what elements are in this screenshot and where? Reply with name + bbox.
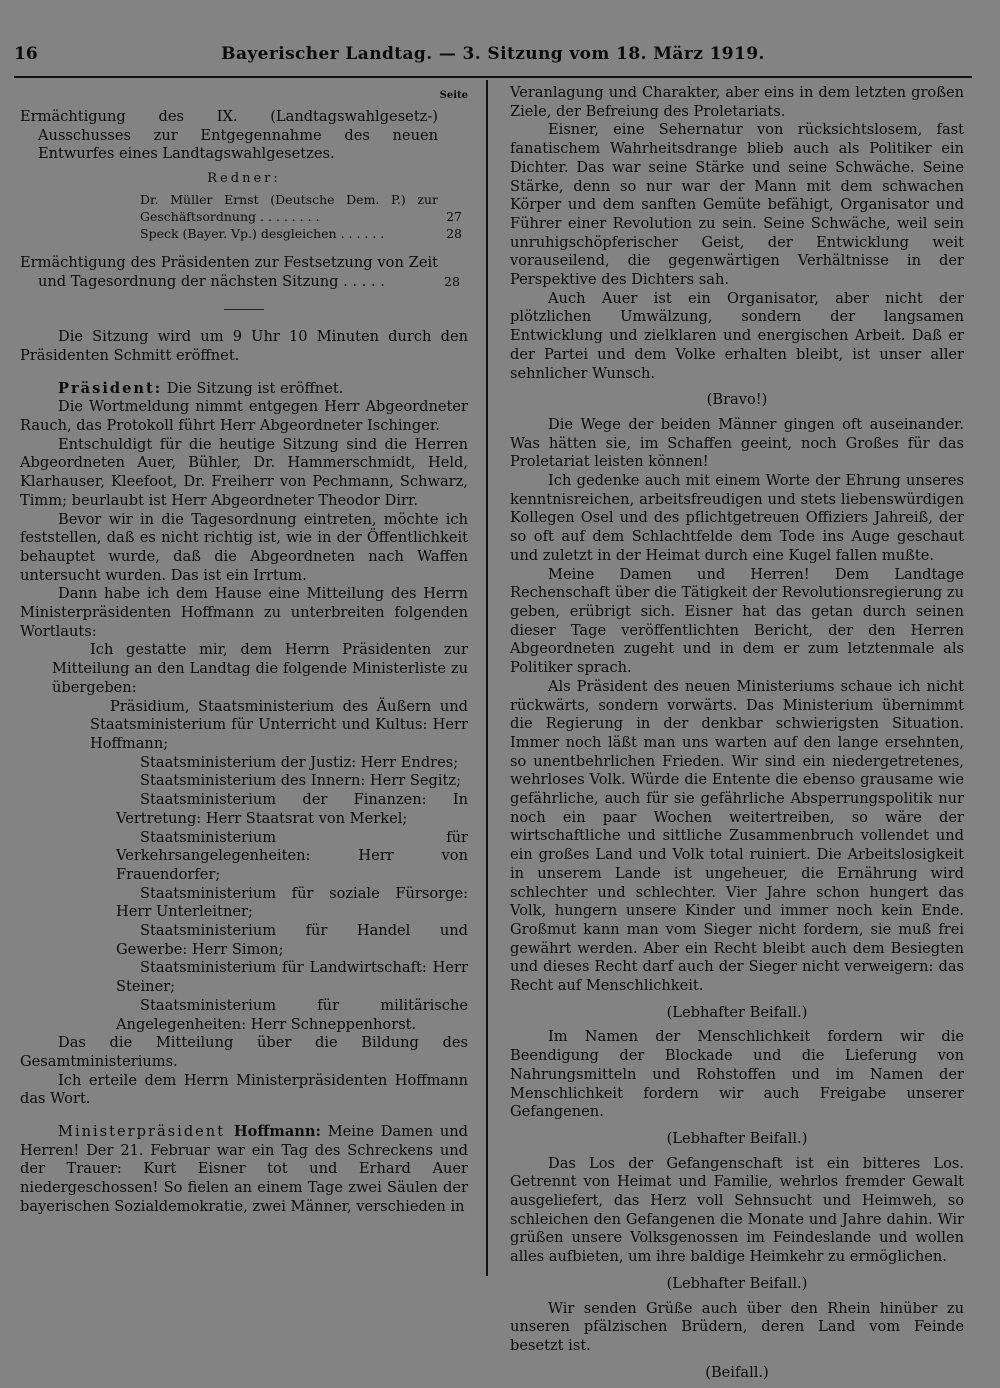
paragraph: Ich erteile dem Herrn Ministerpräsidenten Hoffmann das Wort. (20, 1071, 468, 1108)
paragraph: Bevor wir in die Tagesordnung eintreten, möchte ich feststellen, daß es nicht richtig ist, wie in der Öffentlichkeit behauptet wurde, daß die Abgeordneten nach Waffen untersucht wurden. Das ist ein Irrtum. (20, 510, 468, 584)
opening-paragraph: Die Sitzung wird um 9 Uhr 10 Minuten durch den Präsidenten Schmitt eröffnet. (20, 328, 468, 364)
speech-text: Die Sitzung ist eröffnet. (162, 379, 344, 397)
section-divider (224, 309, 264, 310)
speaker-name: Präsident: (58, 379, 163, 397)
interjection: (Lebhafter Beifall.) (666, 1129, 808, 1147)
speech-paragraph (20, 380, 468, 399)
toc-speaker-text: Speck (Bayer. Vp.) desgleichen . . . . . . (140, 225, 385, 241)
minister-entry: Staatsministerium für Landwirtschaft: Herr Steiner; (116, 959, 468, 996)
toc-redner-label: Redner: (207, 171, 281, 187)
speech-text: Meine Damen und Herren! Der 21. Februar war ein Tag des Schreckens und der Trauer: Kurt Eisner tot und Erhard Auer niedergeschossen! So fielen an einem Tage zwei Säulen der bayerischen Sozialdemokratie, zwei Männer, verschieden in (20, 1123, 468, 1215)
toc-page-number: 27 (446, 208, 462, 224)
header-rule (14, 76, 972, 78)
toc-speaker-entry (20, 225, 468, 242)
minister-entry: Präsidium, Staatsministerium des Äußern und Staatsministerium für Unterricht und Kultus: Herr Hoffmann; (90, 697, 468, 752)
paragraph: Das die Mitteilung über die Bildung des Gesamtministeriums. (20, 1034, 468, 1070)
paragraph: Wir senden Grüße auch über den Rhein hinüber zu unseren pfälzischen Brüdern, deren Land vom Feinde besetzt ist. (510, 1299, 964, 1354)
paragraph: Entschuldigt für die heutige Sitzung sind die Herren Abgeordneten Auer, Bühler, Dr. Hammerschmidt, Held, Klarhauser, Kleefoot, Dr. Freiherr von Pechmann, Schwarz, Timm; beurlaubt ist Herr Abgeordneter Theodor Dirr. (20, 435, 468, 509)
toc-entry-title: Ermächtigung des Präsidenten zur Festsetzung von Zeit und Tagesordnung der nächsten Sitzung . . . . . (20, 253, 438, 290)
paragraph: Meine Damen und Herren! Dem Landtage Rechenschaft über die Tätigkeit der Revolutionsregierung zu geben, erübrigt sich. Eisner hat das getan durch seinen dieser Tage veröffentlichten Bericht, der den Herren Abgeordneten zugeht und in dem er zum letztenmale als Politiker sprach. (510, 565, 964, 677)
paragraph: Dann habe ich dem Hause eine Mitteilung des Herrn Ministerpräsidenten Hoffmann zu unterbreiten folgenden Wortlauts: (20, 585, 468, 640)
minister-entry: Staatsministerium des Innern: Herr Segitz; (140, 772, 462, 790)
toc-entry-title: Ermächtigung des IX. (Landtagswahlgesetz-) Ausschusses zur Entgegennahme des neuen Entwurfes eines Landtagswahlgesetzes. (20, 108, 438, 163)
minister-entry: Staatsministerium der Finanzen: In Vertretung: Herr Staatsrat von Merkel; (116, 791, 468, 827)
paragraph: Die Wege der beiden Männer gingen oft auseinander. Was hätten sie, im Schaffen geeint, noch Großes für das Proletariat leisten können! (510, 415, 964, 471)
paragraph: Als Präsident des neuen Ministeriums schaue ich nicht rückwärts, sondern vorwärts. Das Ministerium übernimmt die Regierung in der denkbar schwierigsten Situation. Immer noch läßt man uns warten auf den lange ersehnten, so unentbehrlichen Frieden. Wir sind ein niedergetretenes, wehrloses Volk. Würde die Entente die ebenso grausame wie gefährliche, auch für sie gefährliche Absperrungspolitik nur noch ein paar Wochen weitertreiben, so wäre der wirtschaftliche und sittliche Zusammenbruch vollendet und ein großes Land und Volk total ruiniert. Die Arbeitslosigkeit in unserem Lande ist ungeheuer, die Ernährung wird schlechter und schlechter. Vier Jahre schon hungert das Volk, hungern unsere Kinder und immer noch kein Ende. Großmut kann man vom Sieger nicht fordern, sie muß frei gewährt werden. Aber ein Recht bleibt auch dem Besiegten und dieses Recht darf auch der Sieger nicht verweigern: das Recht auf Menschlichkeit. (510, 677, 964, 995)
speaker-title: Ministerpräsident (58, 1123, 234, 1141)
running-title: Bayerischer Landtag. — 3. Sitzung vom 18. März 1919. (221, 44, 765, 64)
paragraph: Das Los der Gefangenschaft ist ein bitteres Los. Getrennt von Heimat und Familie, wehrlos fremder Gewalt ausgeliefert, das Herz voll Sehnsucht und Heimweh, so schleichen den Gefangenen die Monate und Jahre dahin. Wir grüßen unsere Volksgenossen im Feindeslande und wollen alles aufbieten, um ihre baldige Heimkehr zu ermöglichen. (510, 1154, 964, 1266)
page-header (14, 44, 972, 72)
paragraph: Im Namen der Menschlichkeit fordern wir die Beendigung der Blockade und die Lieferung von Nahrungsmitteln und Rohstoffen und im Namen der Menschlichkeit fordern wir auch Freigabe unserer Gefangenen. (510, 1028, 964, 1121)
minister-entry: Staatsministerium für soziale Fürsorge: Herr Unterleitner; (116, 884, 468, 921)
minister-entry: Staatsministerium der Justiz: Herr Endres; (140, 753, 459, 771)
paragraph: Eisner, eine Sehernatur von rücksichtslosem, fast fanatischem Wahrheitsdrange blieb auch als Politiker ein Dichter. Das war seine Stärke und seine Schwäche. Seine Stärke, denn so nur war der Mann mit dem schwachen Körper und dem sanften Gemüte befähigt, Organisator und Führer einer Revolution zu sein. Seine Schwäche, weil sein unruhigschöpferischer Geist, der Entwicklung weit vorauseilend, die gegenwärtigen Verhältnisse in der Perspektive des Dichters sah. (510, 121, 964, 289)
interjection: (Lebhafter Beifall.) (666, 1274, 808, 1292)
minister-entry: Staatsministerium für Handel und Gewerbe: Herr Simon; (116, 922, 468, 958)
minister-entry: Staatsministerium für Verkehrsangelegenheiten: Herr von Frauendorfer; (116, 828, 468, 883)
speaker-name: Hoffmann: (233, 1123, 321, 1141)
paragraph: Ich gedenke auch mit einem Worte der Ehrung unseres kenntnisreichen, arbeitsfreudigen und stets liebenswürdigen Kollegen Osel und des pflichtgetreuen Offiziers Jahreiß, der so oft auf dem Schlachtfelde dem Tode ins Auge geschaut und zuletzt in der Heimat durch eine Kugel fallen mußte. (510, 472, 964, 564)
toc-seite-label: Seite (439, 90, 468, 101)
speech-paragraph (20, 1123, 468, 1217)
paragraph: Auch Auer ist ein Organisator, aber nicht der plötzlichen Umwälzung, sondern der langsamen Entwicklung und zielklaren und energischen Arbeit. Daß er der Partei und dem Volke erhalten bleibt, ist unser aller sehnlicher Wunsch. (510, 289, 964, 382)
interjection: (Lebhafter Beifall.) (666, 1003, 808, 1021)
right-column (510, 84, 964, 1388)
toc-page-number: 28 (446, 225, 462, 241)
toc-speaker-entry (20, 191, 468, 225)
minister-entry: Staatsministerium für militärische Angelegenheiten: Herr Schneppenhorst. (116, 996, 468, 1033)
paragraph: Die Wortmeldung nimmt entgegen Herr Abgeordneter Rauch, das Protokoll führt Herr Abgeordneter Ischinger. (20, 398, 468, 435)
interjection: (Beifall.) (705, 1363, 769, 1381)
left-column (20, 90, 468, 1217)
quoted-paragraph: Ich gestatte mir, dem Herrn Präsidenten zur Mitteilung an den Landtag die folgende Ministerliste zu übergeben: (52, 641, 468, 696)
paragraph: Veranlagung und Charakter, aber eins in dem letzten großen Ziele, der Befreiung des Proletariats. (510, 84, 964, 120)
column-divider (486, 80, 488, 1276)
interjection: (Bravo!) (706, 391, 768, 409)
page-number: 16 (14, 44, 38, 64)
toc-entry: Ermächtigung des Präsidenten zur Festsetzung von Zeit und Tagesordnung der nächsten Sitzung . . . . . 28 (20, 253, 460, 290)
toc-speaker-text: Dr. Müller Ernst (Deutsche Dem. P.) zur Geschäftsordnung . . . . . . . . (140, 191, 438, 224)
